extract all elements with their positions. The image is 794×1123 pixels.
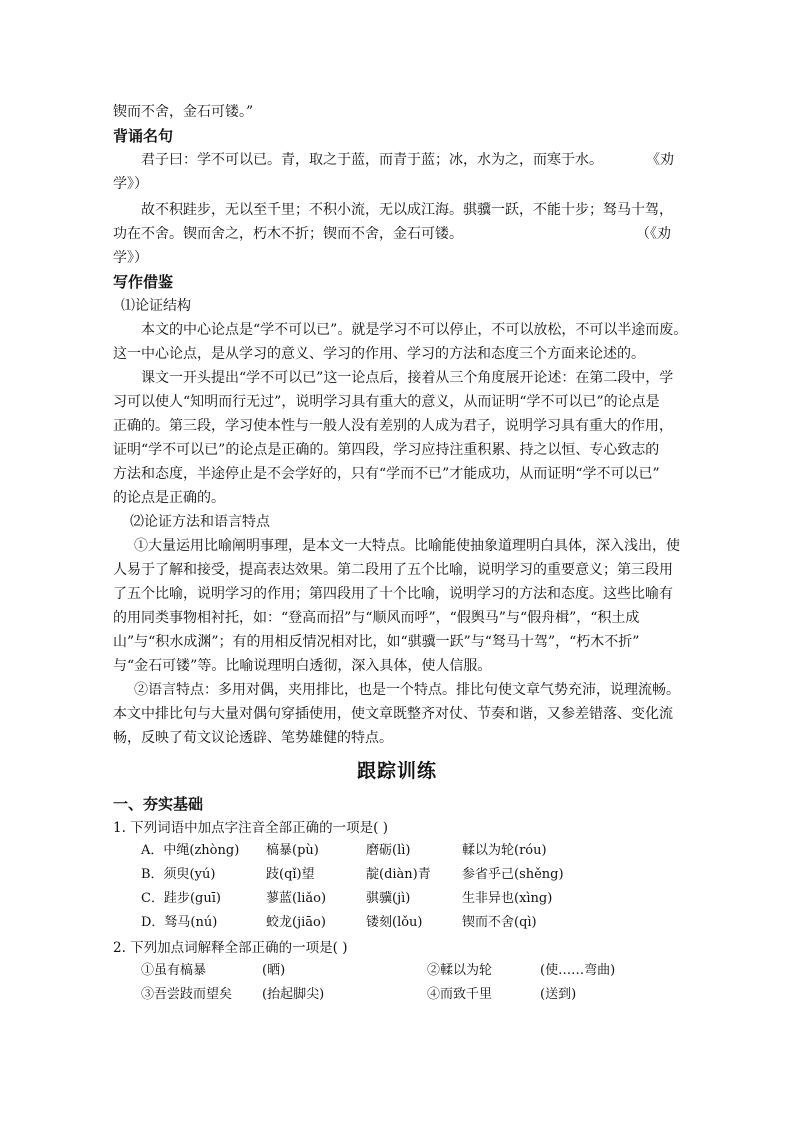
quote-2-source: （《劝 [636,226,671,242]
q1-option-c-2: 蓼蓝(liǎo) [266,891,327,906]
paragraph-line: ②语言特点：多用对偶，夹用排比，也是一个特点。排比句使文章气势充沛，说理流畅。 [134,682,680,698]
paragraph-line: 正确的。第三段，学习使本性与一般人没有差别的人成为君子，说明学习具有重大的作用， [113,418,673,434]
paragraph-line: 了五个比喻，说明学习的作用；第四段用了十个比喻，说明学习的方法和态度。这些比喻有 [113,586,673,602]
q1-option-b-2: 跂(qǐ)望 [266,867,315,882]
paragraph-line: 人易于了解和接受，提高表达效果。第二段用了五个比喻，说明学习的重要意义；第三段用 [113,562,673,578]
q2-item-3: ③吾尝跂而望矣 [141,987,233,1002]
q1-option-d-2: 蛟龙(jiāo) [266,915,326,930]
quote-2-line: 故不积跬步，无以至千里；不积小流，无以成江海。骐骥一跃，不能十步；驽马十驾， [141,202,673,218]
q1-option-a-3: 磨砺(lì) [366,843,411,858]
question-1: 1. 下列词语中加点字注音全部正确的一项是( ) [113,820,388,836]
section-heading-writing: 写作借鉴 [113,273,174,291]
section-heading-recite: 背诵名句 [113,127,174,145]
paragraph-line: 与“金石可镂”等。比喻说理明白透彻，深入具体，使人信服。 [113,658,492,674]
q1-option-a-2: 槁暴(pù) [266,843,319,858]
question-2: 2. 下列加点词解释全部正确的一项是( ) [113,940,348,956]
paragraph-line: ①大量运用比喻阐明事理，是本文一大特点。比喻能使抽象道理明白具体，深入浅出，使 [134,538,680,554]
paragraph-line: 课文一开头提出“学不可以已”这一论点后，接着从三个角度展开论述：在第二段中，学 [141,370,674,386]
quote-1-source-cont: 学》） [113,176,148,192]
paragraph-line: 的用同类事物相衬托，如：“登高而招”与“顺风而呼”，“假舆马”与“假舟楫”，“积土成 [113,610,640,626]
q1-option-c-1: C．跬步(guī) [141,891,221,906]
q1-option-d-1: D．驽马(nú) [141,915,218,930]
q1-option-b-3: 靛(diàn)青 [366,867,431,882]
quote-2-line: 功在不舍。锲而舍之，朽木不折；锲而不舍，金石可镂。 [113,226,463,242]
q1-option-b-1: B．须臾(yú) [141,867,216,882]
subheading-method: ⑵论证方法和语言特点 [130,514,270,530]
q1-option-d-4: 锲而不舍(qì) [462,915,537,930]
q1-option-c-4: 生非异也(xìng) [462,891,553,906]
part-heading: 一、夯实基础 [113,795,204,813]
q1-option-a-4: 輮以为轮(róu) [462,843,547,858]
q2-item-4: ④而致千里 [427,987,493,1002]
q1-option-c-3: 骐骥(jì) [366,891,411,906]
q2-item-4-meaning: (送到) [540,987,577,1002]
paragraph-line: 习可以使人“知明而行无过”，说明学习具有重大的意义，从而证明“学不可以已”的论点是 [113,394,660,410]
q2-item-3-meaning: (抬起脚尖) [262,987,325,1002]
text-line: 锲而不舍，金石可镂。” [113,104,254,120]
paragraph-line: 证明“学不可以已”的论点是正确的。第四段，学习应持注重积累、持之以恒、专心致志的 [113,442,660,458]
paragraph-line: 本文的中心论点是“学不可以已”。就是学习不可以停止，不可以放松，不可以半途而废。 [141,322,688,338]
q1-option-d-3: 镂刻(lǒu) [366,915,423,930]
q2-item-2-meaning: (使……弯曲) [540,963,616,978]
section-title-training: 跟踪训练 [356,760,437,782]
paragraph-line: 山”与“积水成渊”；有的用相反情况相对比，如“骐骥一跃”与“驽马十驾”，“朽木不折” [113,634,640,650]
q2-item-2: ②輮以为轮 [427,963,493,978]
quote-1-source: 《劝 [646,152,674,168]
q2-item-1-meaning: (晒) [262,963,286,978]
q1-option-a-1: A．中绳(zhòng) [141,843,240,858]
q2-item-1: ①虽有槁暴 [141,963,207,978]
q1-option-b-4: 参省乎己(shěng) [462,867,564,882]
paragraph-line: 的论点是正确的。 [113,490,225,506]
paragraph-line: 这一中心论点，是从学习的意义、学习的作用、学习的方法和态度三个方面来论述的。 [113,346,645,362]
paragraph-line: 畅，反映了荀文议论透辟、笔势雄健的特点。 [113,730,393,746]
paragraph-line: 方法和态度，半途停止是不会学好的，只有“学而不已”才能成功，从而证明“学不可以已” [113,466,660,482]
quote-2-source-cont: 学》） [113,250,148,266]
subheading-structure: ⑴论证结构 [121,298,191,314]
quote-1: 君子曰：学不可以已。青，取之于蓝，而青于蓝；冰，水为之，而寒于水。 [141,152,603,168]
paragraph-line: 本文中排比句与大量对偶句穿插使用，使文章既整齐对仗、节奏和谐，又参差错落、变化流 [113,706,673,722]
